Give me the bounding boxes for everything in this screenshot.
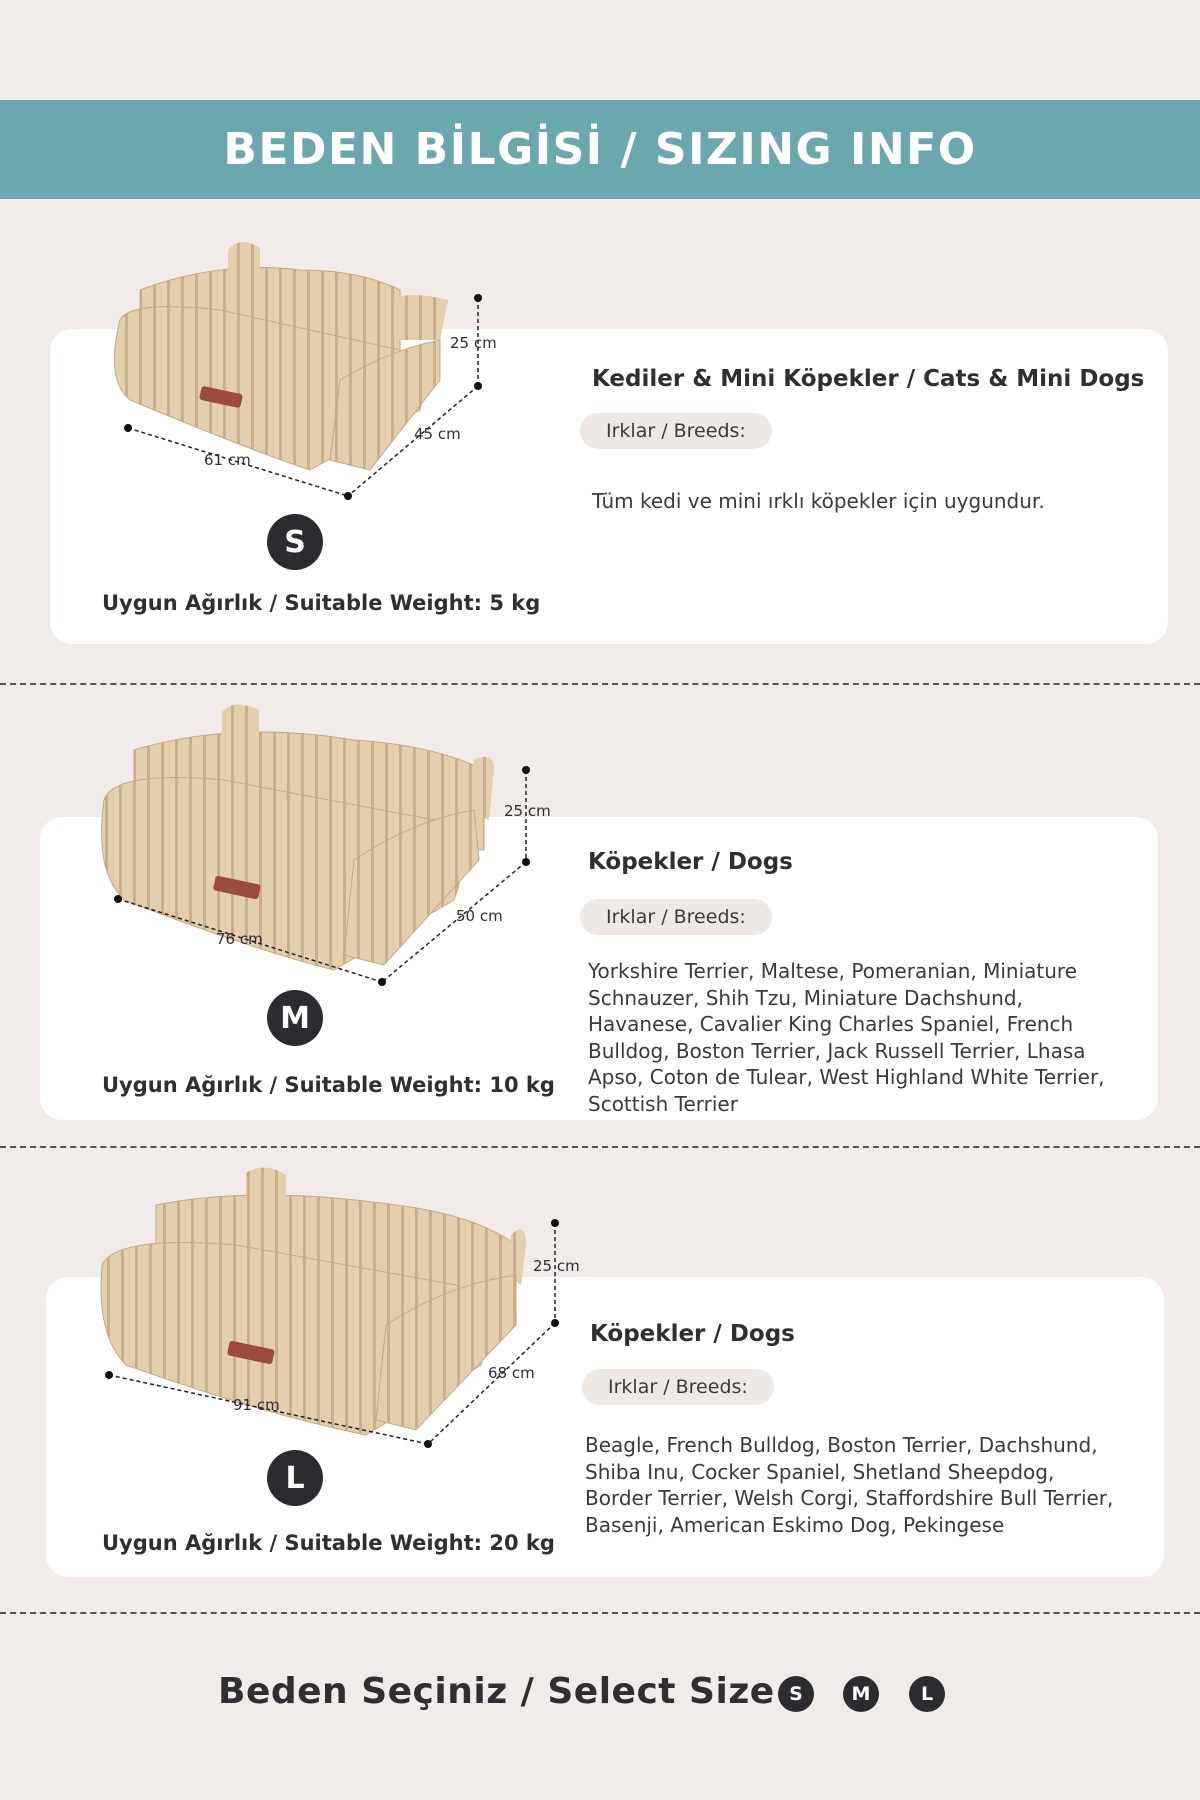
breeds-label-m: Irklar / Breeds: [580,899,772,935]
category-title-m: Köpekler / Dogs [588,849,793,875]
dimension-depth-l: 68 cm [488,1364,535,1382]
size-option-m[interactable]: M [843,1676,879,1712]
size-badge-l: L [267,1450,323,1506]
section-divider [0,1612,1200,1614]
dimension-height-l: 25 cm [533,1257,580,1275]
section-divider [0,683,1200,685]
dimension-lines-m [112,762,542,994]
suitable-weight-l: Uygun Ağırlık / Suitable Weight: 20 kg [102,1531,555,1555]
section-divider [0,1146,1200,1148]
size-badge-s: S [267,514,323,570]
breeds-label-s: Irklar / Breeds: [580,413,772,449]
breeds-label-l: Irklar / Breeds: [582,1369,774,1405]
dimension-width-l: 91 cm [233,1396,280,1414]
dimension-height-s: 25 cm [450,334,497,352]
breeds-list-m: Yorkshire Terrier, Maltese, Pomeranian, Miniature Schnauzer, Shih Tzu, Miniature Dachshund, Havanese, Cavalier King Charles Spaniel, French Bulldog, Boston Terrier, Jack Russell Terrier, Lhasa Apso, Coton de Tulear, West Highland White Terrier, Scottish Terrier [588,959,1105,1116]
dimension-depth-m: 50 cm [456,907,503,925]
breeds-list-l: Beagle, French Bulldog, Boston Terrier, Dachshund, Shiba Inu, Cocker Spaniel, Shetland Sheepdog, Border Terrier, Welsh Corgi, Staffordshire Bull Terrier, Basenji, American Eskimo Dog, Pekingese [585,1433,1114,1537]
suitable-weight-s: Uygun Ağırlık / Suitable Weight: 5 kg [102,591,541,615]
dimension-lines-l [103,1215,563,1455]
category-title-l: Köpekler / Dogs [590,1321,795,1347]
size-badge-m: M [267,990,323,1046]
breeds-list-s: Tüm kedi ve mini ırklı köpekler için uygundur. [592,489,1045,513]
page-title: BEDEN BİLGİSİ / SIZING INFO [223,124,977,175]
dimension-lines-s [120,290,500,510]
header-banner [0,100,1200,199]
select-size-label: Beden Seçiniz / Select Size [218,1671,775,1712]
dimension-width-s: 61 cm [204,451,251,469]
suitable-weight-m: Uygun Ağırlık / Suitable Weight: 10 kg [102,1073,555,1097]
size-option-s[interactable]: S [778,1676,814,1712]
category-title-s: Kediler & Mini Köpekler / Cats & Mini Dogs [592,366,1145,392]
dimension-depth-s: 45 cm [414,425,461,443]
dimension-width-m: 76 cm [216,930,263,948]
size-option-l[interactable]: L [909,1676,945,1712]
dimension-height-m: 25 cm [504,802,551,820]
